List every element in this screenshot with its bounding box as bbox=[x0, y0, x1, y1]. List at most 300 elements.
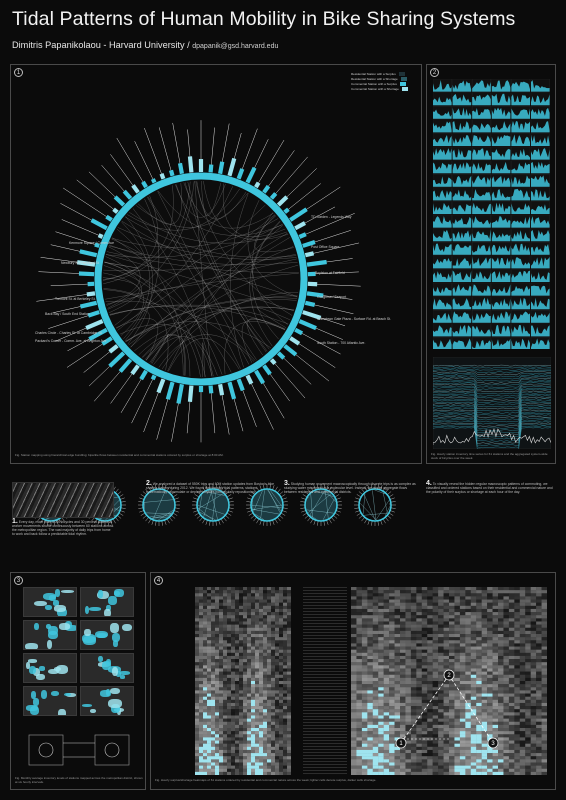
station-sparkline bbox=[511, 215, 530, 228]
heatmap-cell bbox=[219, 715, 223, 718]
heatmap-cell bbox=[203, 643, 207, 646]
heatmap-cell bbox=[287, 715, 291, 718]
svg-text:1: 1 bbox=[399, 741, 403, 747]
heatmap-cell bbox=[243, 647, 247, 650]
heatmap-cell bbox=[283, 737, 287, 740]
station-bar bbox=[278, 197, 287, 205]
heatmap-cell bbox=[211, 706, 215, 709]
heatmap-cell bbox=[215, 647, 219, 650]
heatmap-cell bbox=[271, 756, 275, 759]
map-district bbox=[59, 623, 70, 629]
station-sparkline bbox=[511, 93, 530, 106]
heatmap-cell bbox=[215, 634, 219, 637]
heatmap-cell bbox=[215, 709, 219, 712]
heatmap-cell bbox=[283, 709, 287, 712]
heatmap-cell bbox=[263, 737, 267, 740]
station-sparkline bbox=[531, 283, 550, 296]
heatmap-cell bbox=[271, 715, 275, 718]
heatmap-cell bbox=[231, 756, 235, 759]
heatmap-cell bbox=[283, 744, 287, 747]
station-bar bbox=[178, 384, 181, 403]
heatmap-cell bbox=[259, 612, 263, 615]
heatmap-cell bbox=[243, 600, 247, 603]
heatmap-cell bbox=[231, 684, 235, 687]
heatmap-cell bbox=[203, 640, 207, 643]
station-bar bbox=[92, 220, 107, 228]
heatmap-cell bbox=[207, 731, 211, 734]
heatmap-cell bbox=[267, 700, 271, 703]
heatmap-cell bbox=[235, 596, 239, 599]
heatmap-cell bbox=[247, 631, 251, 634]
heatmap-cell bbox=[267, 741, 271, 744]
heatmap-cell bbox=[223, 762, 227, 765]
heatmap-cell bbox=[247, 684, 251, 687]
heatmap-cell bbox=[211, 744, 215, 747]
heatmap-cell bbox=[199, 640, 203, 643]
heatmap-cell bbox=[259, 593, 263, 596]
heatmap-cell bbox=[211, 684, 215, 687]
heatmap-cell bbox=[287, 650, 291, 653]
heatmap-cell bbox=[219, 747, 223, 750]
heatmap-cell bbox=[243, 725, 247, 728]
heatmap-cell bbox=[235, 662, 239, 665]
heatmap-cell bbox=[195, 697, 199, 700]
heatmap-cell bbox=[199, 656, 203, 659]
heatmap-cell bbox=[271, 690, 275, 693]
heatmap-cell bbox=[243, 694, 247, 697]
heatmap-cell bbox=[239, 593, 243, 596]
label-spoke bbox=[51, 284, 93, 286]
station-sparkline bbox=[531, 147, 550, 160]
heatmap-cell bbox=[235, 612, 239, 615]
heatmap-cell bbox=[227, 750, 231, 753]
heatmap-cell bbox=[227, 653, 231, 656]
heatmap-cell bbox=[227, 759, 231, 762]
heatmap-cell bbox=[207, 744, 211, 747]
heatmap-cell bbox=[243, 753, 247, 756]
heatmap-cell bbox=[263, 640, 267, 643]
heatmap-cell bbox=[283, 656, 287, 659]
heatmap-cell bbox=[247, 659, 251, 662]
station-bar bbox=[110, 346, 118, 352]
heatmap-cell bbox=[243, 640, 247, 643]
heatmap-cell bbox=[267, 603, 271, 606]
station-sparkline bbox=[453, 229, 472, 242]
heatmap-cell bbox=[223, 712, 227, 715]
station-sparkline bbox=[472, 161, 491, 174]
heatmap-cell bbox=[219, 615, 223, 618]
station-bar bbox=[80, 251, 97, 255]
heatmap-cell bbox=[283, 593, 287, 596]
station-heatmap-small bbox=[195, 587, 291, 775]
heatmap-cell bbox=[239, 741, 243, 744]
heatmap-cell bbox=[275, 618, 279, 621]
station-bar bbox=[171, 170, 173, 176]
heatmap-cell bbox=[203, 744, 207, 747]
heatmap-cell bbox=[235, 725, 239, 728]
station-sparkline bbox=[472, 256, 491, 269]
heatmap-cell bbox=[279, 709, 283, 712]
map-district bbox=[41, 690, 48, 699]
heatmap-cell bbox=[239, 653, 243, 656]
heatmap-cell bbox=[239, 672, 243, 675]
heatmap-cell bbox=[259, 700, 263, 703]
station-sparkline bbox=[472, 188, 491, 201]
heatmap-cell bbox=[251, 612, 255, 615]
heatmap-cell bbox=[259, 615, 263, 618]
heatmap-cell bbox=[247, 647, 251, 650]
heatmap-cell bbox=[203, 596, 207, 599]
heatmap-cell bbox=[255, 756, 259, 759]
heatmap-cell bbox=[195, 759, 199, 762]
heatmap-cell bbox=[271, 725, 275, 728]
heatmap-cell bbox=[219, 750, 223, 753]
heatmap-cell bbox=[195, 625, 199, 628]
heatmap-cell bbox=[195, 766, 199, 769]
heatmap-cell bbox=[279, 653, 283, 656]
heatmap-cell bbox=[259, 662, 263, 665]
heatmap-cell bbox=[255, 706, 259, 709]
heatmap-cell bbox=[215, 759, 219, 762]
heatmap-cell bbox=[279, 634, 283, 637]
heatmap-cell bbox=[203, 684, 207, 687]
heatmap-cell bbox=[247, 772, 251, 775]
heatmap-cell bbox=[215, 747, 219, 750]
heatmap-cell bbox=[231, 694, 235, 697]
heatmap-cell bbox=[275, 612, 279, 615]
heatmap-cell bbox=[255, 631, 259, 634]
heatmap-cell bbox=[199, 675, 203, 678]
heatmap-cell bbox=[199, 756, 203, 759]
heatmap-cell bbox=[255, 587, 259, 590]
map-district bbox=[45, 605, 52, 610]
heatmap-cell bbox=[227, 678, 231, 681]
heatmap-cell bbox=[271, 772, 275, 775]
heatmap-cell bbox=[231, 741, 235, 744]
heatmap-cell bbox=[195, 675, 199, 678]
heatmap-cell bbox=[203, 621, 207, 624]
heatmap-cell bbox=[223, 719, 227, 722]
heatmap-cell bbox=[199, 734, 203, 737]
heatmap-cell bbox=[235, 672, 239, 675]
heatmap-cell bbox=[271, 618, 275, 621]
heatmap-cell bbox=[251, 643, 255, 646]
heatmap-cell bbox=[227, 690, 231, 693]
heatmap-cell bbox=[271, 731, 275, 734]
heatmap-cell bbox=[255, 609, 259, 612]
heatmap-cell bbox=[239, 753, 243, 756]
heatmap-cell bbox=[199, 769, 203, 772]
heatmap-cell bbox=[279, 731, 283, 734]
heatmap-cell bbox=[207, 728, 211, 731]
heatmap-cell bbox=[287, 769, 291, 772]
map-district bbox=[108, 699, 122, 708]
heatmap-cell bbox=[287, 634, 291, 637]
heatmap-cell bbox=[251, 656, 255, 659]
heatmap-cell bbox=[219, 709, 223, 712]
heatmap-cell bbox=[219, 672, 223, 675]
heatmap-cell bbox=[243, 634, 247, 637]
heatmap-cell bbox=[243, 684, 247, 687]
heatmap-cell bbox=[219, 762, 223, 765]
heatmap-cell bbox=[203, 734, 207, 737]
heatmap-cell bbox=[219, 741, 223, 744]
heatmap-cell bbox=[255, 750, 259, 753]
heatmap-cell bbox=[235, 659, 239, 662]
heatmap-cell bbox=[259, 681, 263, 684]
heatmap-cell bbox=[203, 756, 207, 759]
heatmap-cell bbox=[275, 744, 279, 747]
heatmap-cell bbox=[239, 609, 243, 612]
map-district bbox=[54, 605, 67, 611]
heatmap-cell bbox=[231, 697, 235, 700]
heatmap-cell bbox=[235, 643, 239, 646]
heatmap-cell bbox=[223, 690, 227, 693]
heatmap-cell bbox=[195, 712, 199, 715]
heatmap-cell bbox=[223, 600, 227, 603]
heatmap-cell bbox=[219, 656, 223, 659]
heatmap-cell bbox=[203, 700, 207, 703]
heatmap-cell bbox=[243, 609, 247, 612]
station-sparkline bbox=[433, 337, 452, 349]
heatmap-cell bbox=[231, 706, 235, 709]
heatmap-cell bbox=[219, 706, 223, 709]
station-label: Charles Circle - Charles St. at Cambridge St. bbox=[35, 331, 103, 335]
heatmap-cell bbox=[207, 681, 211, 684]
heatmap-cell bbox=[263, 587, 267, 590]
small-multiples bbox=[433, 79, 551, 349]
heatmap-cell bbox=[279, 722, 283, 725]
heatmap-cell bbox=[211, 587, 215, 590]
heatmap-cell bbox=[275, 656, 279, 659]
heatmap-cell bbox=[203, 737, 207, 740]
heatmap-cell bbox=[283, 625, 287, 628]
author-email[interactable]: dpapanik@gsd.harvard.edu bbox=[192, 43, 279, 50]
heatmap-cell bbox=[287, 631, 291, 634]
heatmap-cell bbox=[199, 722, 203, 725]
heatmap-cell bbox=[263, 722, 267, 725]
heatmap-cell bbox=[223, 694, 227, 697]
heatmap-cell bbox=[279, 590, 283, 593]
heatmap-cell bbox=[275, 621, 279, 624]
heatmap-cell bbox=[275, 687, 279, 690]
heatmap-cell bbox=[203, 628, 207, 631]
station-sparkline bbox=[531, 120, 550, 133]
heatmap-cell bbox=[239, 606, 243, 609]
heatmap-cell bbox=[259, 609, 263, 612]
heatmap-cell bbox=[223, 640, 227, 643]
heatmap-cell bbox=[267, 600, 271, 603]
heatmap-cell bbox=[215, 731, 219, 734]
heatmap-cell bbox=[251, 668, 255, 671]
heatmap-cell bbox=[231, 722, 235, 725]
section-number: 3. bbox=[284, 480, 290, 487]
heatmap-cell bbox=[279, 643, 283, 646]
heatmap-cell bbox=[231, 596, 235, 599]
heatmap-cell bbox=[275, 637, 279, 640]
heatmap-cell bbox=[271, 700, 275, 703]
heatmap-cell bbox=[211, 650, 215, 653]
heatmap-cell bbox=[283, 747, 287, 750]
heatmap-cell bbox=[215, 772, 219, 775]
heatmap-cell bbox=[207, 734, 211, 737]
heatmap-cell bbox=[255, 734, 259, 737]
heatmap-cell bbox=[279, 587, 283, 590]
heatmap-cell bbox=[259, 759, 263, 762]
heatmap-cell bbox=[231, 753, 235, 756]
heatmap-cell bbox=[239, 634, 243, 637]
heatmap-cell bbox=[275, 709, 279, 712]
heatmap-cell bbox=[267, 596, 271, 599]
heatmap-cell bbox=[243, 719, 247, 722]
heatmap-cell bbox=[199, 621, 203, 624]
heatmap-cell bbox=[283, 690, 287, 693]
heatmap-cell bbox=[227, 665, 231, 668]
heatmap-cell bbox=[235, 618, 239, 621]
heatmap-cell bbox=[199, 772, 203, 775]
heatmap-cell bbox=[263, 712, 267, 715]
heatmap-cell bbox=[235, 621, 239, 624]
heatmap-cell bbox=[235, 709, 239, 712]
heatmap-cell bbox=[243, 603, 247, 606]
intro-column-4 bbox=[426, 482, 556, 494]
heatmap-cell bbox=[283, 621, 287, 624]
heatmap-cell bbox=[283, 603, 287, 606]
heatmap-cell bbox=[231, 769, 235, 772]
heatmap-cell bbox=[223, 659, 227, 662]
heatmap-cell bbox=[195, 596, 199, 599]
station-bar bbox=[307, 262, 327, 265]
heatmap-cell bbox=[287, 675, 291, 678]
heatmap-cell bbox=[231, 681, 235, 684]
heatmap-cell bbox=[251, 759, 255, 762]
heatmap-cell bbox=[199, 631, 203, 634]
heatmap-cell bbox=[211, 656, 215, 659]
heatmap-cell bbox=[227, 621, 231, 624]
heatmap-cell bbox=[195, 756, 199, 759]
heatmap-cell bbox=[227, 618, 231, 621]
heatmap-cell bbox=[263, 612, 267, 615]
heatmap-cell bbox=[203, 741, 207, 744]
heatmap-cell bbox=[259, 769, 263, 772]
heatmap-cell bbox=[287, 709, 291, 712]
heatmap-cell bbox=[219, 609, 223, 612]
heatmap-cell bbox=[223, 709, 227, 712]
aggregate-stock-chart bbox=[433, 357, 551, 449]
heatmap-cell bbox=[287, 744, 291, 747]
heatmap-cell bbox=[287, 590, 291, 593]
heatmap-cell bbox=[215, 606, 219, 609]
heatmap-cell bbox=[247, 643, 251, 646]
heatmap-cell bbox=[283, 722, 287, 725]
heatmap-cell bbox=[219, 618, 223, 621]
heatmap-cell bbox=[251, 647, 255, 650]
heatmap-cell bbox=[243, 750, 247, 753]
heatmap-cell bbox=[239, 668, 243, 671]
heatmap-cell bbox=[255, 728, 259, 731]
station-sparkline bbox=[433, 120, 452, 133]
heatmap-cell bbox=[223, 643, 227, 646]
station-bar bbox=[211, 165, 212, 173]
heatmap-cell bbox=[235, 741, 239, 744]
intro-paragraph bbox=[426, 482, 556, 494]
map-district bbox=[36, 674, 45, 680]
heatmap-cell bbox=[287, 766, 291, 769]
station-sparkline bbox=[472, 215, 491, 228]
heatmap-cell bbox=[219, 668, 223, 671]
heatmap-cell bbox=[215, 668, 219, 671]
station-sparkline bbox=[511, 201, 530, 214]
station-bar bbox=[87, 293, 95, 294]
panel-caption: Fig. Station mapping using hierarchical edge bundling; bipartite flows between residential and commercial stations colored by surplus or shortage at 8:00 AM. bbox=[15, 453, 224, 457]
station-sparkline bbox=[492, 256, 511, 269]
heatmap-cell bbox=[203, 656, 207, 659]
map-district bbox=[106, 659, 111, 666]
heatmap-cell bbox=[219, 734, 223, 737]
heatmap-cell bbox=[211, 687, 215, 690]
station-bar bbox=[80, 303, 96, 307]
station-sparkline bbox=[433, 242, 452, 255]
heatmap-cell bbox=[231, 665, 235, 668]
heatmap-cell bbox=[283, 681, 287, 684]
heatmap-cell bbox=[243, 612, 247, 615]
station-sparkline bbox=[492, 201, 511, 214]
heatmap-cell bbox=[267, 653, 271, 656]
station-sparkline bbox=[492, 242, 511, 255]
heatmap-cell bbox=[275, 665, 279, 668]
station-sparkline bbox=[472, 324, 491, 337]
heatmap-cell bbox=[195, 600, 199, 603]
heatmap-cell bbox=[275, 694, 279, 697]
map-district bbox=[98, 656, 103, 662]
heatmap-cell bbox=[263, 687, 267, 690]
heatmap-cell bbox=[251, 750, 255, 753]
heatmap-cell bbox=[271, 625, 275, 628]
heatmap-cell bbox=[215, 596, 219, 599]
heatmap-cell bbox=[271, 709, 275, 712]
hourly-map bbox=[80, 686, 134, 716]
heatmap-cell bbox=[251, 587, 255, 590]
heatmap-cell bbox=[247, 766, 251, 769]
heatmap-cell bbox=[211, 703, 215, 706]
station-sparkline bbox=[453, 269, 472, 282]
heatmap-cell bbox=[239, 722, 243, 725]
heatmap-cell bbox=[239, 596, 243, 599]
heatmap-annotations bbox=[351, 587, 547, 775]
heatmap-cell bbox=[227, 687, 231, 690]
heatmap-cell bbox=[251, 728, 255, 731]
heatmap-cell bbox=[227, 709, 231, 712]
heatmap-cell bbox=[195, 615, 199, 618]
station-sparkline bbox=[453, 324, 472, 337]
intro-column-1 bbox=[12, 520, 114, 536]
heatmap-cell bbox=[275, 728, 279, 731]
station-sparkline bbox=[511, 310, 530, 323]
heatmap-cell bbox=[203, 653, 207, 656]
heatmap-cell bbox=[227, 637, 231, 640]
heatmap-cell bbox=[267, 628, 271, 631]
heatmap-cell bbox=[287, 665, 291, 668]
heatmap-cell bbox=[211, 600, 215, 603]
heatmap-cell bbox=[267, 637, 271, 640]
heatmap-cell bbox=[203, 618, 207, 621]
station-bar bbox=[220, 162, 222, 174]
heatmap-cell bbox=[267, 587, 271, 590]
heatmap-cell bbox=[203, 719, 207, 722]
heatmap-cell bbox=[255, 747, 259, 750]
heatmap-cell bbox=[263, 678, 267, 681]
heatmap-cell bbox=[215, 618, 219, 621]
